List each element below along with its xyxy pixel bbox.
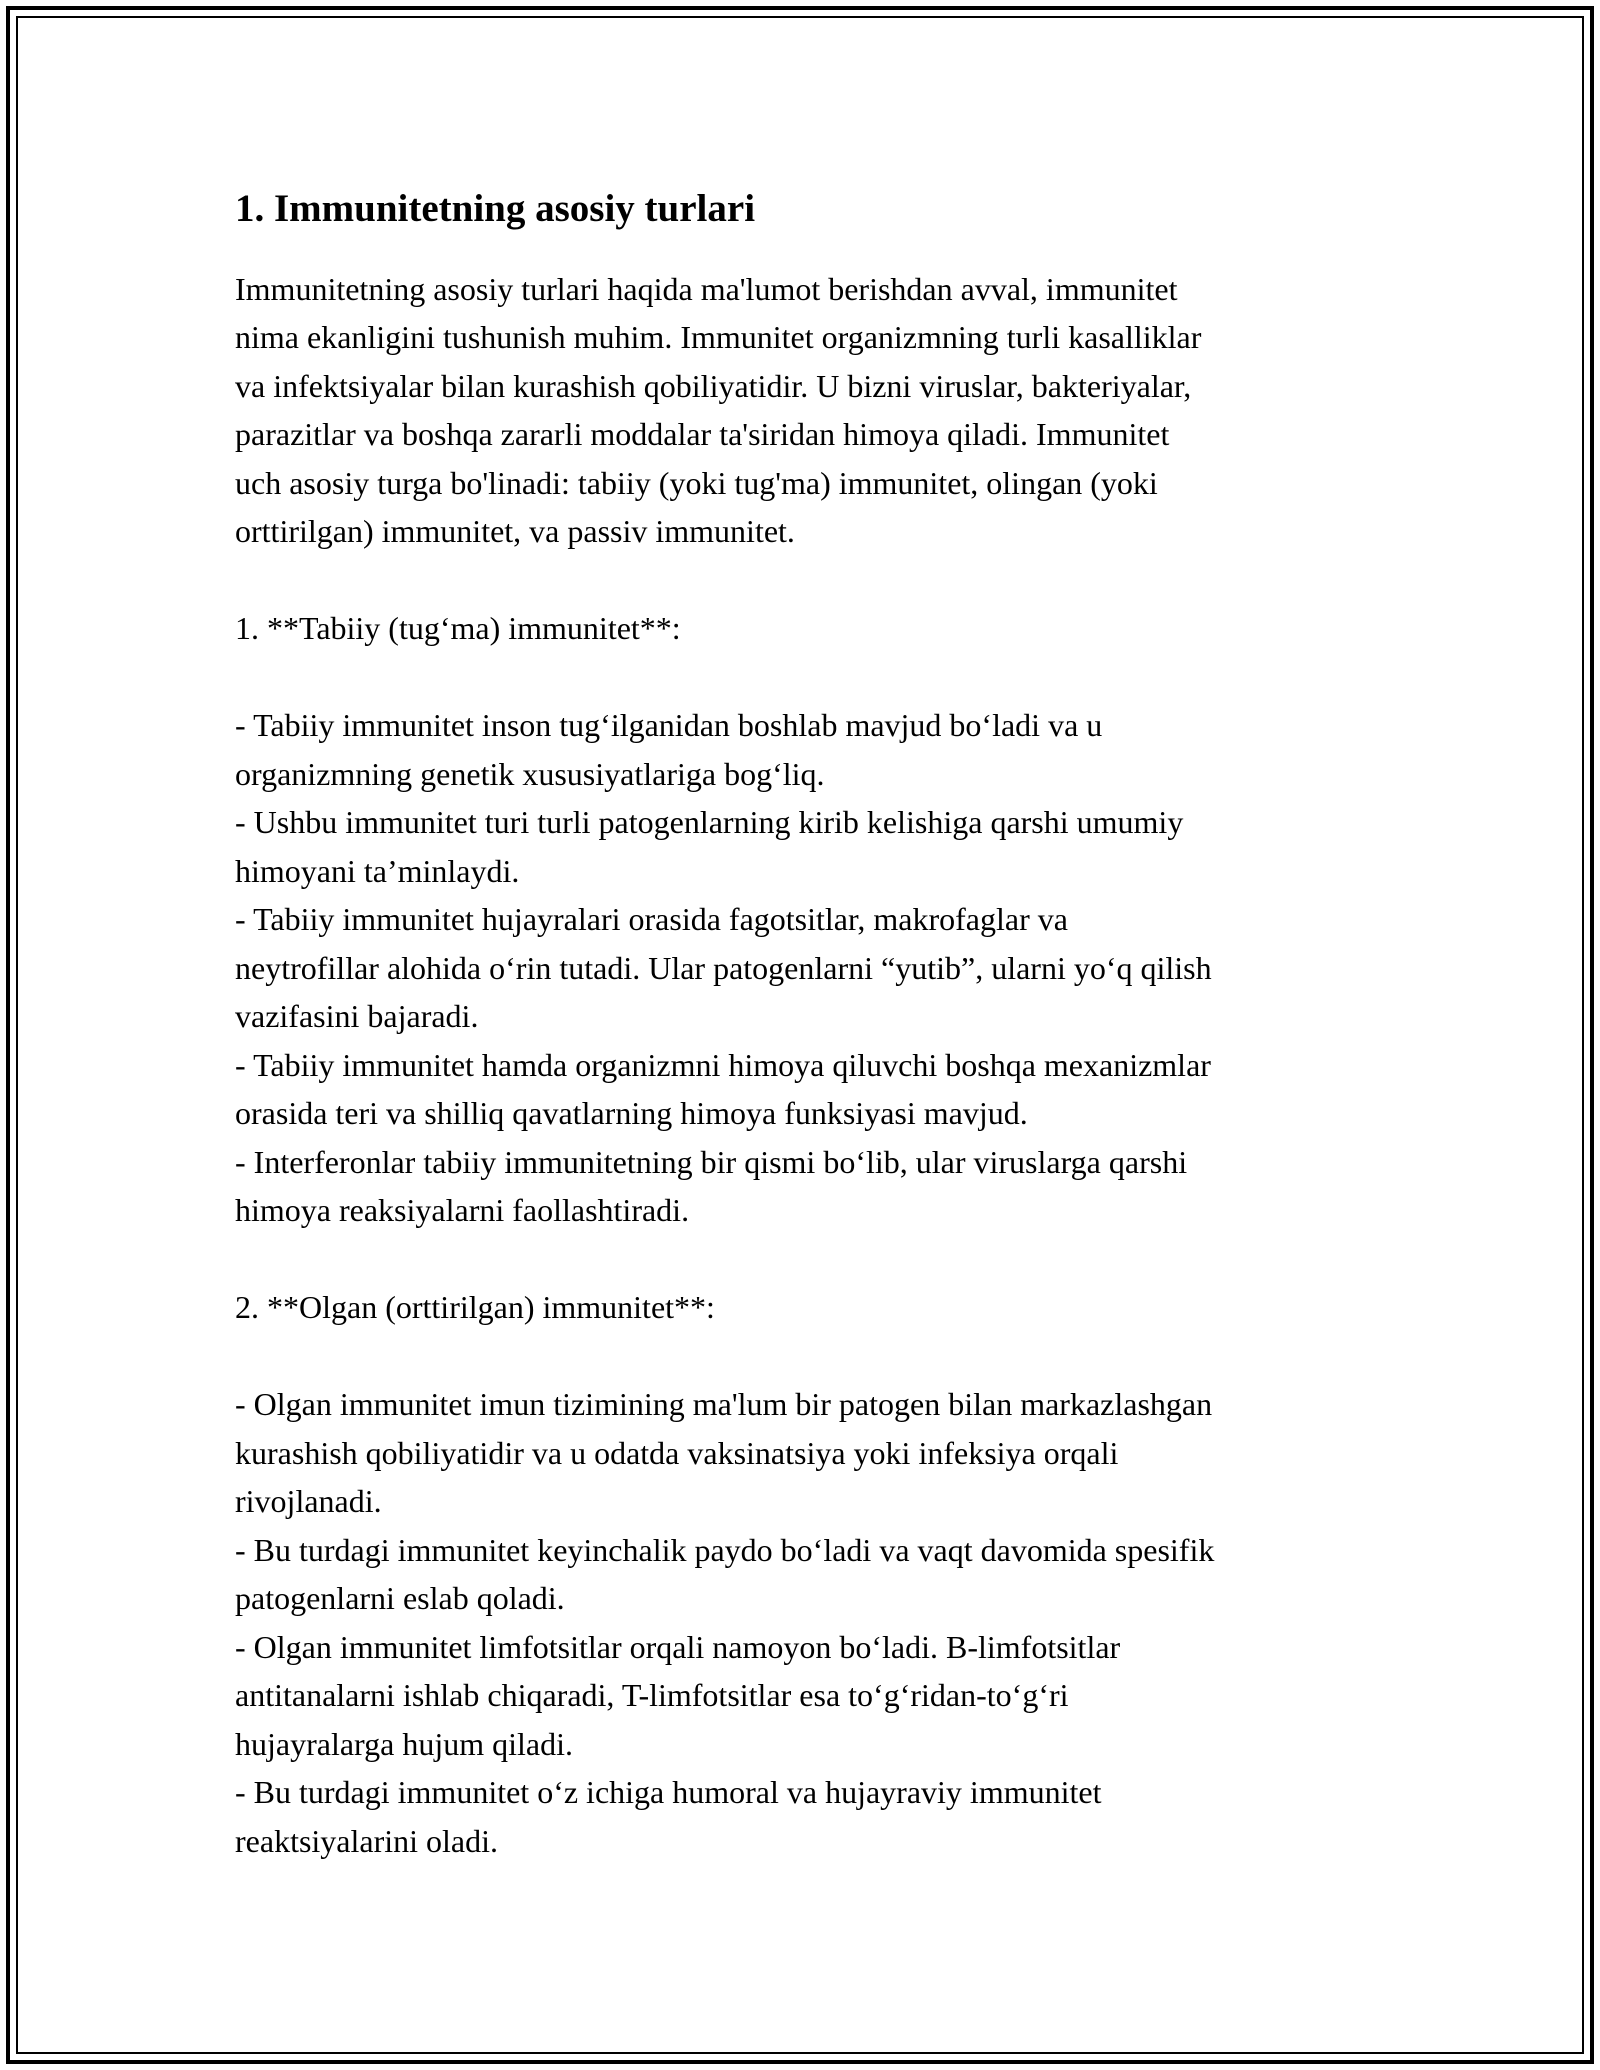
section-2-item-1: - Olgan immunitet imun tizimining ma'lum bir patogen bilan markazlashgan kurashish qobiliyatidir va u odatda vaksinatsiya yoki infeksiya orqali rivojlanadi. xyxy=(235,1386,1213,1520)
document-heading: 1. Immunitetning asosiy turlari xyxy=(235,187,756,230)
section-1-item-3: - Tabiiy immunitet hujayralari orasida fagotsitlar, makrofaglar va neytrofillar alohida o‘rin tutadi. Ular patogenlarni “yutib”, ularni yo‘q qilish vazifasini bajaradi. xyxy=(235,901,1212,1035)
section-2-item-2: - Bu turdagi immunitet keyinchalik paydo bo‘ladi va vaqt davomida spesifik patogenlarni eslab qoladi. xyxy=(235,1531,1215,1617)
document-body xyxy=(235,184,1370,1865)
spacer xyxy=(235,556,1370,605)
spacer xyxy=(235,1332,1370,1381)
section-2-item-4: - Bu turdagi immunitet o‘z ichiga humoral va hujayraviy immunitet reaktsiyalarini oladi. xyxy=(235,1774,1102,1859)
section-1-title: 1. **Tabiiy (tug‘ma) immunitet**: xyxy=(235,610,681,647)
section-2-title: 2. **Olgan (orttirilgan) immunitet**: xyxy=(235,1289,715,1326)
spacer xyxy=(235,1235,1370,1284)
section-1-item-1: - Tabiiy immunitet inson tug‘ilganidan boshlab mavjud bo‘ladi va u organizmning genetik xususiyatlariga bog‘liq. xyxy=(235,707,1103,792)
section-1-item-4: - Tabiiy immunitet hamda organizmni himoya qiluvchi boshqa mexanizmlar orasida teri va shilliq qavatlarning himoya funksiyasi mavjud. xyxy=(235,1046,1211,1132)
section-1-item-5: - Interferonlar tabiiy immunitetning bir qismi bo‘lib, ular viruslarga qarshi himoya reaksiyalarni faollashtiradi. xyxy=(235,1143,1188,1229)
intro-paragraph: Immunitetning asosiy turlari haqida ma'lumot berishdan avval, immunitet nima ekanligini tushunish muhim. Immunitet organizmning turli kasalliklar va infektsiyalar bilan kurashish qobiliyatidir. U bizni viruslar, bakteriyalar, parazitlar va boshqa zararli moddalar ta'siridan himoya qiladi. Immunitet uch asosiy turga bo'linadi: tabiiy (yoki tug'ma) immunitet, olingan (yoki orttirilgan) immunitet, va passiv immunitet. xyxy=(235,270,1202,550)
section-1-item-2: - Ushbu immunitet turi turli patogenlarning kirib kelishiga qarshi umumiy himoyani ta’minlaydi. xyxy=(235,804,1184,889)
spacer xyxy=(235,653,1370,702)
section-2-item-3: - Olgan immunitet limfotsitlar orqali namoyon bo‘ladi. B-limfotsitlar antitanalarni ishlab chiqaradi, T-limfotsitlar esa to‘g‘ridan-to‘g‘ri hujayralarga hujum qiladi. xyxy=(235,1628,1121,1762)
